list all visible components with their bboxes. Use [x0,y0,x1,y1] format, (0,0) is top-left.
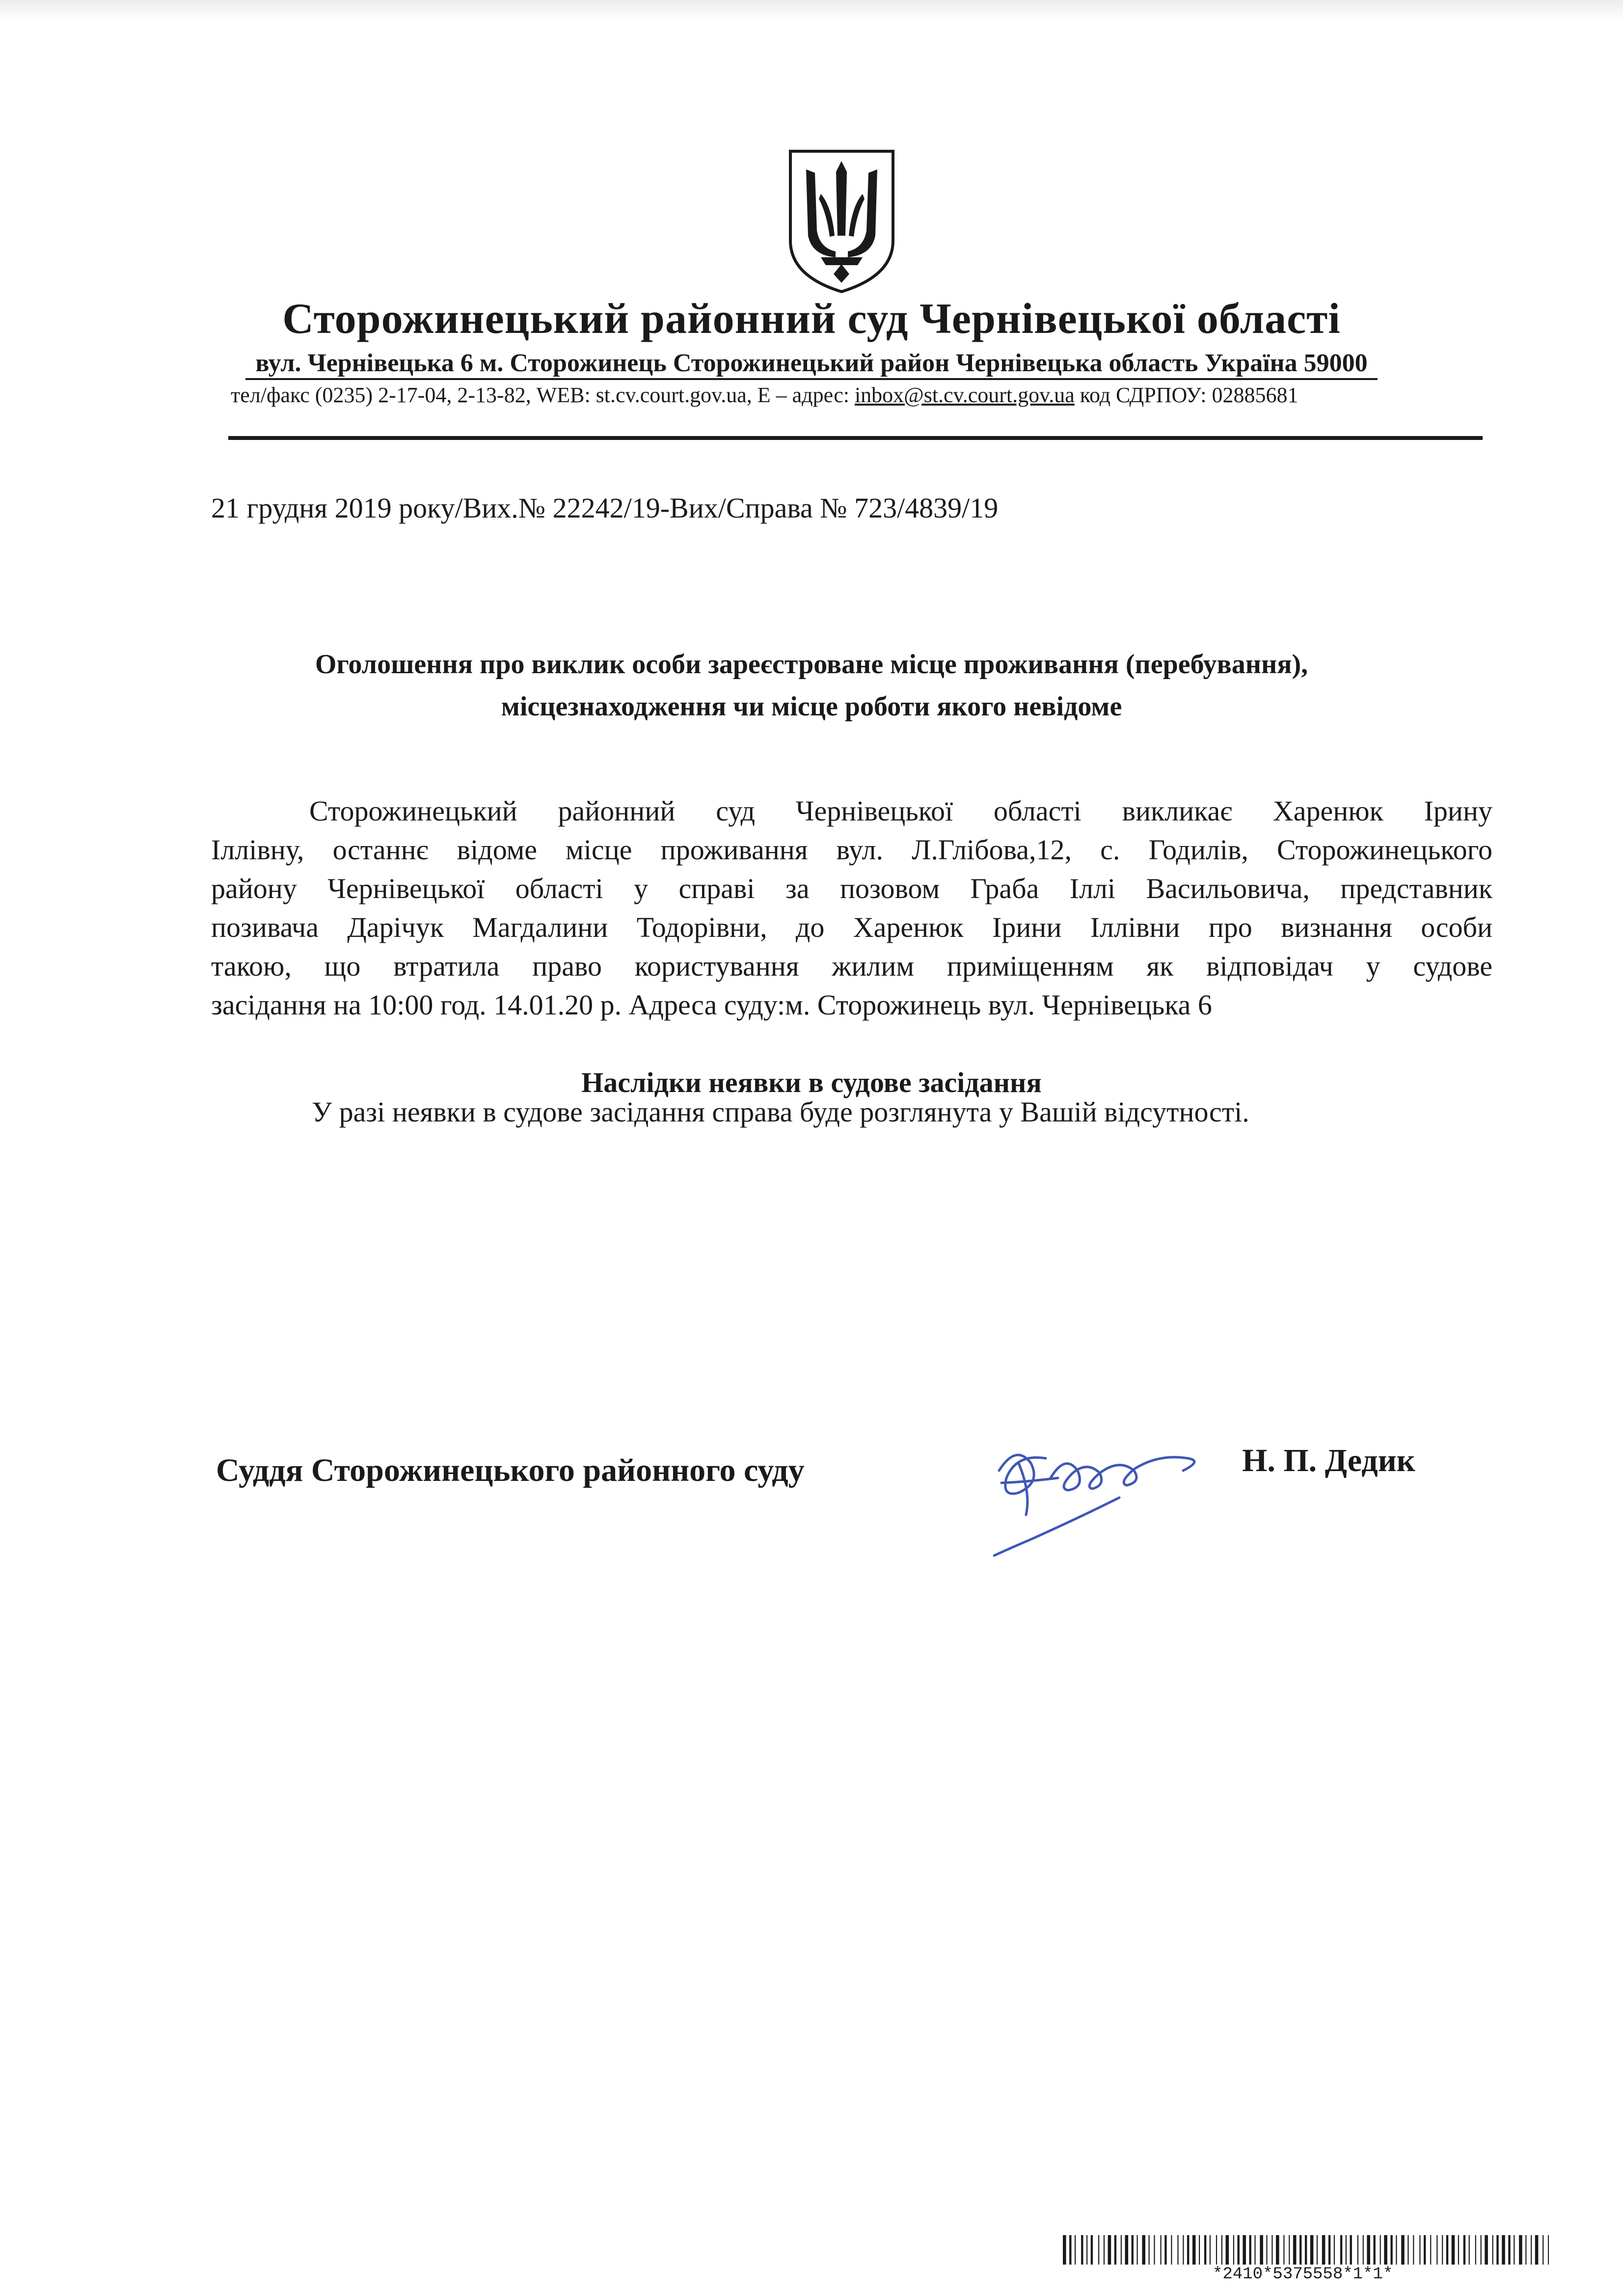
body-line: Сторожинецький районний суд Чернівецької області викликає Харенюк Ірину [309,795,1492,827]
barcode-bar [1340,2235,1342,2265]
barcode-bar [1289,2235,1290,2265]
barcode-bar [1210,2235,1211,2265]
barcode-bar [1481,2235,1482,2265]
barcode-bar [1363,2235,1364,2265]
barcode-bar [1086,2235,1087,2265]
barcode-bar [1199,2235,1200,2265]
notice-title-line: Оголошення про виклик особи зареєстроване місце проживання (перебування), [315,649,1308,680]
barcode-bar [1334,2235,1335,2265]
scan-edge [0,0,1623,20]
court-name: Сторожинецький районний суд Чернівецької області [282,295,1341,343]
body-line: засідання на 10:00 год. 14.01.20 р. Адреса суду:м. Сторожинець вул. Чернівецька 6 [211,989,1212,1021]
barcode-bar [1177,2235,1178,2265]
barcode-bar [1226,2235,1229,2265]
barcode-bar [1452,2235,1455,2265]
barcode-bar [1171,2235,1172,2265]
barcode-bar [1374,2235,1376,2265]
notice-title [0,643,1623,728]
barcode-bar [1463,2235,1465,2265]
body-line: такою, що втратила право користування жилим приміщенням як відповідач у судове [211,950,1492,982]
barcode-bar [1305,2235,1307,2265]
barcode-bar [1221,2235,1222,2265]
court-address [0,346,1623,381]
barcode-bar [1283,2235,1284,2265]
barcode-bar [1390,2235,1392,2265]
barcode-bar [1104,2235,1105,2265]
notice-title-line: місцезнаходження чи місце роботи якого невідоме [501,691,1122,722]
barcode-bar [1458,2235,1459,2265]
reference-line: 21 грудня 2019 року/Вих.№ 22242/19-Вих/Справа № 723/4839/19 [211,492,999,524]
barcode-bar [1216,2235,1217,2265]
barcode-bar [1508,2235,1510,2265]
barcode-bar [1396,2235,1397,2265]
barcode-bar [1154,2235,1155,2265]
barcode-bar [1108,2235,1111,2265]
barcode-bar [1233,2235,1234,2265]
barcode-bar [1384,2235,1387,2265]
barcode-bar [1310,2235,1314,2265]
barcode-bar [1430,2235,1431,2265]
barcode-bar [1328,2235,1330,2265]
barcode-bar [1164,2235,1166,2265]
email-link[interactable]: inbox@st.cv.court.gov.ua [854,383,1075,407]
barcode-bar [1137,2235,1138,2265]
barcode-bar [1142,2235,1145,2265]
judge-title: Суддя Сторожинецького районного суду [216,1452,805,1488]
barcode-bar [1260,2235,1263,2265]
barcode-bar [1531,2235,1532,2265]
barcode-bar [1317,2235,1318,2265]
barcode-bar [1075,2235,1076,2265]
barcode-bar [1413,2235,1414,2265]
barcode-bar [1419,2235,1420,2265]
body-line: району Чернівецької області у справі за позовом Граба Іллі Васильовича, представник [211,873,1492,904]
barcode-bar [1069,2235,1071,2265]
barcode-bar [1446,2235,1448,2265]
barcode-bar [1350,2235,1352,2265]
barcode-bar [1187,2235,1189,2265]
barcode-bar [1293,2235,1297,2265]
body-line: позивача Дарічук Магдалини Тодорівни, до Харенюк Ірини Іллівни про визнання особи [211,911,1492,943]
barcode-bar [1502,2235,1505,2265]
barcode-icon [1063,2235,1549,2265]
barcode-bar [1519,2235,1522,2265]
barcode-bar [1346,2235,1347,2265]
barcode-bar [1542,2235,1543,2265]
judge-name: Н. П. Дедик [1242,1443,1415,1478]
barcode-bar [1492,2235,1493,2265]
barcode-bar [1407,2235,1408,2265]
barcode-bar [1548,2235,1549,2265]
notice-body [211,792,1492,1024]
barcode-bar [1357,2235,1358,2265]
barcode-bar [1266,2235,1267,2265]
barcode-bar [1436,2235,1437,2265]
barcode-bar [1132,2235,1134,2265]
contacts-suffix: код СДРПОУ: 02885681 [1074,383,1298,407]
barcode-bar [1299,2235,1301,2265]
court-contacts [231,378,1478,412]
barcode-bar [1254,2235,1255,2265]
barcode-number: *2410*5375558*1*1* [1213,2265,1393,2284]
barcode-bar [1091,2235,1093,2265]
barcode-bar [1485,2235,1488,2265]
barcode-bar [1249,2235,1251,2265]
court-address-text: вул. Чернівецька 6 м. Сторожинець Сторожинецький район Чернівецька область Україна 59000 [245,349,1377,380]
barcode-bar [1161,2235,1162,2265]
barcode-bar [1183,2235,1184,2265]
body-line: Іллівну, останнє відоме місце проживання вул. Л.Глібова,12, с. Годилів, Сторожинецького [211,834,1492,866]
barcode-bar [1125,2235,1129,2265]
barcode-bar [1238,2235,1240,2265]
barcode-bar [1192,2235,1196,2265]
barcode-bar [1276,2235,1279,2265]
barcode-bar [1475,2235,1476,2265]
barcode-bar [1514,2235,1515,2265]
barcode-bar [1535,2235,1539,2265]
barcode-bar [1525,2235,1526,2265]
barcode-bar [1063,2235,1066,2265]
barcode-bar [1469,2235,1470,2265]
barcode-bar [1271,2235,1272,2265]
barcode-bar [1367,2235,1370,2265]
barcode-bar [1243,2235,1246,2265]
barcode-bar [1322,2235,1325,2265]
barcode-bar [1442,2235,1443,2265]
barcode-bar [1149,2235,1150,2265]
header-divider [228,436,1483,440]
barcode-bar [1081,2235,1083,2265]
consequences-title: Наслідки неявки в судове засідання [581,1066,1042,1098]
barcode-bar [1114,2235,1116,2265]
barcode-bar [1098,2235,1099,2265]
consequences-text: У разі неявки в судове засідання справа буде розглянута у Вашій відсутності. [312,1096,1249,1128]
barcode-bar [1401,2235,1405,2265]
coat-of-arms-icon [786,147,897,295]
barcode-bar [1121,2235,1122,2265]
contacts-prefix: тел/факс (0235) 2-17-04, 2-13-82, WEB: st.cv.court.gov.ua, E – адрес: [231,383,855,407]
barcode-bar [1204,2235,1206,2265]
barcode-bar [1496,2235,1498,2265]
signature-icon [972,1424,1267,1586]
barcode-bar [1380,2235,1381,2265]
barcode-bar [1424,2235,1426,2265]
